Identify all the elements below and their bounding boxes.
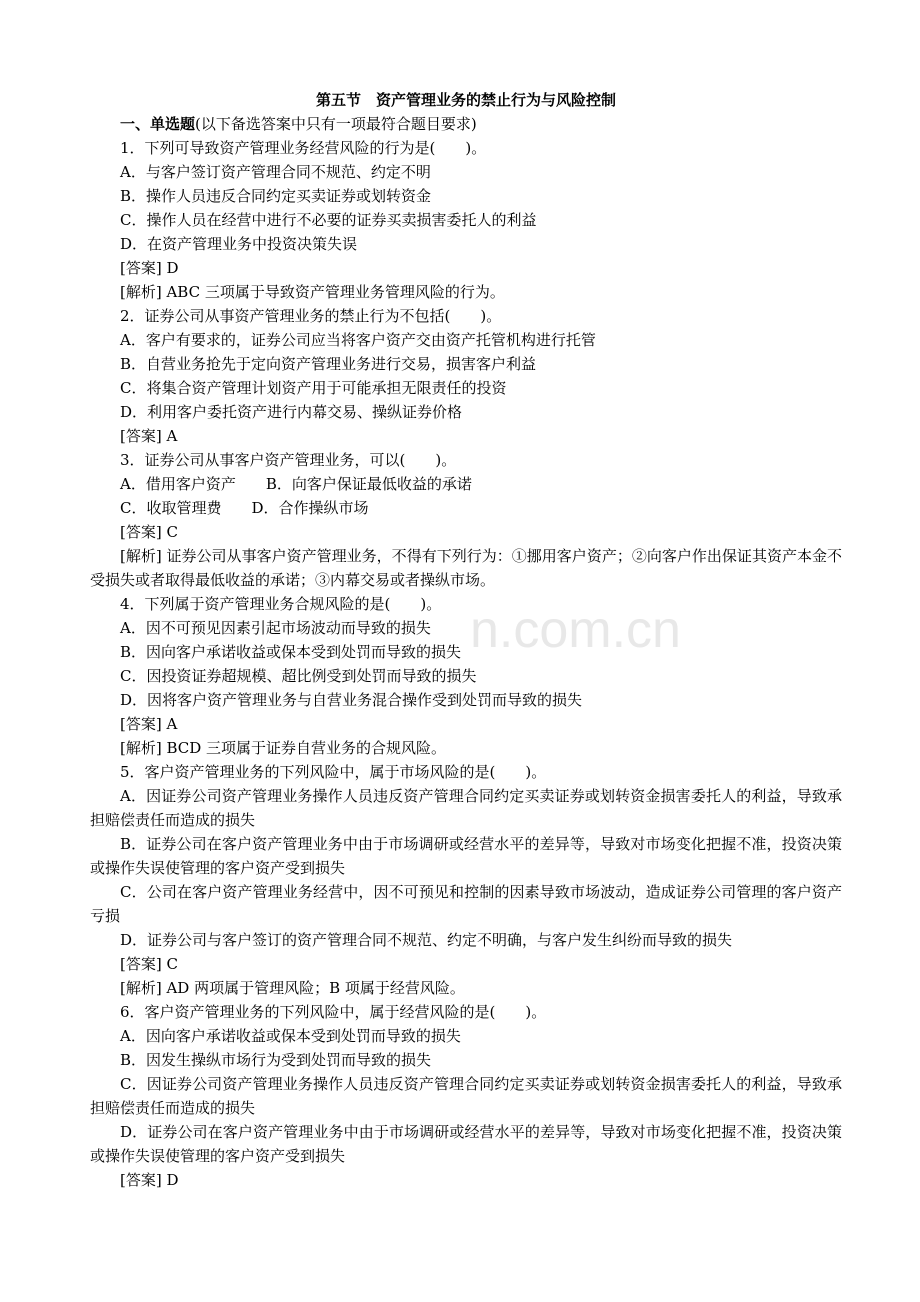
question-1-answer: [答案] D (120, 259, 179, 277)
question-5-option-b: B．证券公司在客户资产管理业务中由于市场调研或经营水平的差异等，导致对市场变化把握不准，投资决策或操作失误使管理的客户资产受到损失 (90, 835, 842, 877)
question-2-option-c: C．将集合资产管理计划资产用于可能承担无限责任的投资 (120, 379, 507, 397)
question-1-option-b: B．操作人员违反合同约定买卖证券或划转资金 (120, 187, 432, 205)
question-1-analysis: [解析] ABC 三项属于导致资产管理业务管理风险的行为。 (120, 283, 505, 301)
question-5-option-c: C．公司在客户资产管理业务经营中，因不可预见和控制的因素导致市场波动，造成证券公司管理的客户资产亏损 (90, 883, 842, 925)
question-4-stem: 4．下列属于资产管理业务合规风险的是( )。 (120, 595, 442, 613)
section-heading-label: 一、单选题 (120, 115, 196, 133)
question-5-option-a: A．因证券公司资产管理业务操作人员违反资产管理合同约定买卖证券或划转资金损害委托人的利益，导致承担赔偿责任而造成的损失 (90, 787, 842, 829)
watermark-text: n.com.cn (470, 601, 681, 659)
question-6-option-b: B．因发生操纵市场行为受到处罚而导致的损失 (120, 1051, 432, 1069)
question-4-answer: [答案] A (120, 715, 178, 733)
question-5-option-d: D．证券公司与客户签订的资产管理合同不规范、约定不明确，与客户发生纠纷而导致的损失 (120, 931, 733, 949)
question-4-option-b: B．因向客户承诺收益或保本受到处罚而导致的损失 (120, 643, 462, 661)
question-6-answer: [答案] D (120, 1171, 179, 1189)
question-3-options-cd: C．收取管理费 D．合作操纵市场 (120, 499, 369, 517)
question-4-analysis: [解析] BCD 三项属于证券自营业务的合规风险。 (120, 739, 447, 757)
question-6-stem: 6．客户资产管理业务的下列风险中，属于经营风险的是( )。 (120, 1003, 547, 1021)
question-6-option-d: D．证券公司在客户资产管理业务中由于市场调研或经营水平的差异等，导致对市场变化把握不准，投资决策或操作失误使管理的客户资产受到损失 (90, 1123, 842, 1165)
question-3-answer: [答案] C (120, 523, 178, 541)
question-5-stem: 5．客户资产管理业务的下列风险中，属于市场风险的是( )。 (120, 763, 547, 781)
question-2-answer: [答案] A (120, 427, 178, 445)
question-6-option-c: C．因证券公司资产管理业务操作人员违反资产管理合同约定买卖证券或划转资金损害委托人的利益，导致承担赔偿责任而造成的损失 (90, 1075, 842, 1117)
question-4-option-a: A．因不可预见因素引起市场波动而导致的损失 (120, 619, 431, 637)
question-2-option-b: B．自营业务抢先于定向资产管理业务进行交易，损害客户利益 (120, 355, 537, 373)
question-3-options-ab: A．借用客户资产 B．向客户保证最低收益的承诺 (120, 475, 472, 493)
question-1-stem: 1．下列可导致资产管理业务经营风险的行为是( )。 (120, 139, 487, 157)
question-2-option-d: D．利用客户委托资产进行内幕交易、操纵证券价格 (120, 403, 463, 421)
question-5-answer: [答案] C (120, 955, 178, 973)
question-3-analysis: [解析] 证券公司从事客户资产管理业务，不得有下列行为：①挪用客户资产；②向客户作出保证其资产本金不受损失或者取得最低收益的承诺；③内幕交易或者操纵市场。 (90, 547, 842, 589)
question-1-option-a: A．与客户签订资产管理合同不规范、约定不明 (120, 163, 431, 181)
question-3-stem: 3．证券公司从事客户资产管理业务，可以( )。 (120, 451, 457, 469)
question-1-option-c: C．操作人员在经营中进行不必要的证券买卖损害委托人的利益 (120, 211, 537, 229)
page-title: 第五节 资产管理业务的禁止行为与风险控制 (315, 91, 616, 109)
question-2-option-a: A．客户有要求的，证券公司应当将客户资产交由资产托管机构进行托管 (120, 331, 596, 349)
question-5-analysis: [解析] AD 两项属于管理风险；B 项属于经营风险。 (120, 979, 465, 997)
question-1-option-d: D．在资产管理业务中投资决策失误 (120, 235, 358, 253)
document-content (90, 88, 842, 1192)
question-6-option-a: A．因向客户承诺收益或保本受到处罚而导致的损失 (120, 1027, 461, 1045)
question-2-stem: 2．证券公司从事资产管理业务的禁止行为不包括( )。 (120, 307, 502, 325)
section-heading (90, 112, 842, 136)
section-heading-note: (以下备选答案中只有一项最符合题目要求) (195, 115, 477, 133)
question-4-option-c: C．因投资证券超规模、超比例受到处罚而导致的损失 (120, 667, 477, 685)
question-4-option-d: D．因将客户资产管理业务与自营业务混合操作受到处罚而导致的损失 (120, 691, 583, 709)
